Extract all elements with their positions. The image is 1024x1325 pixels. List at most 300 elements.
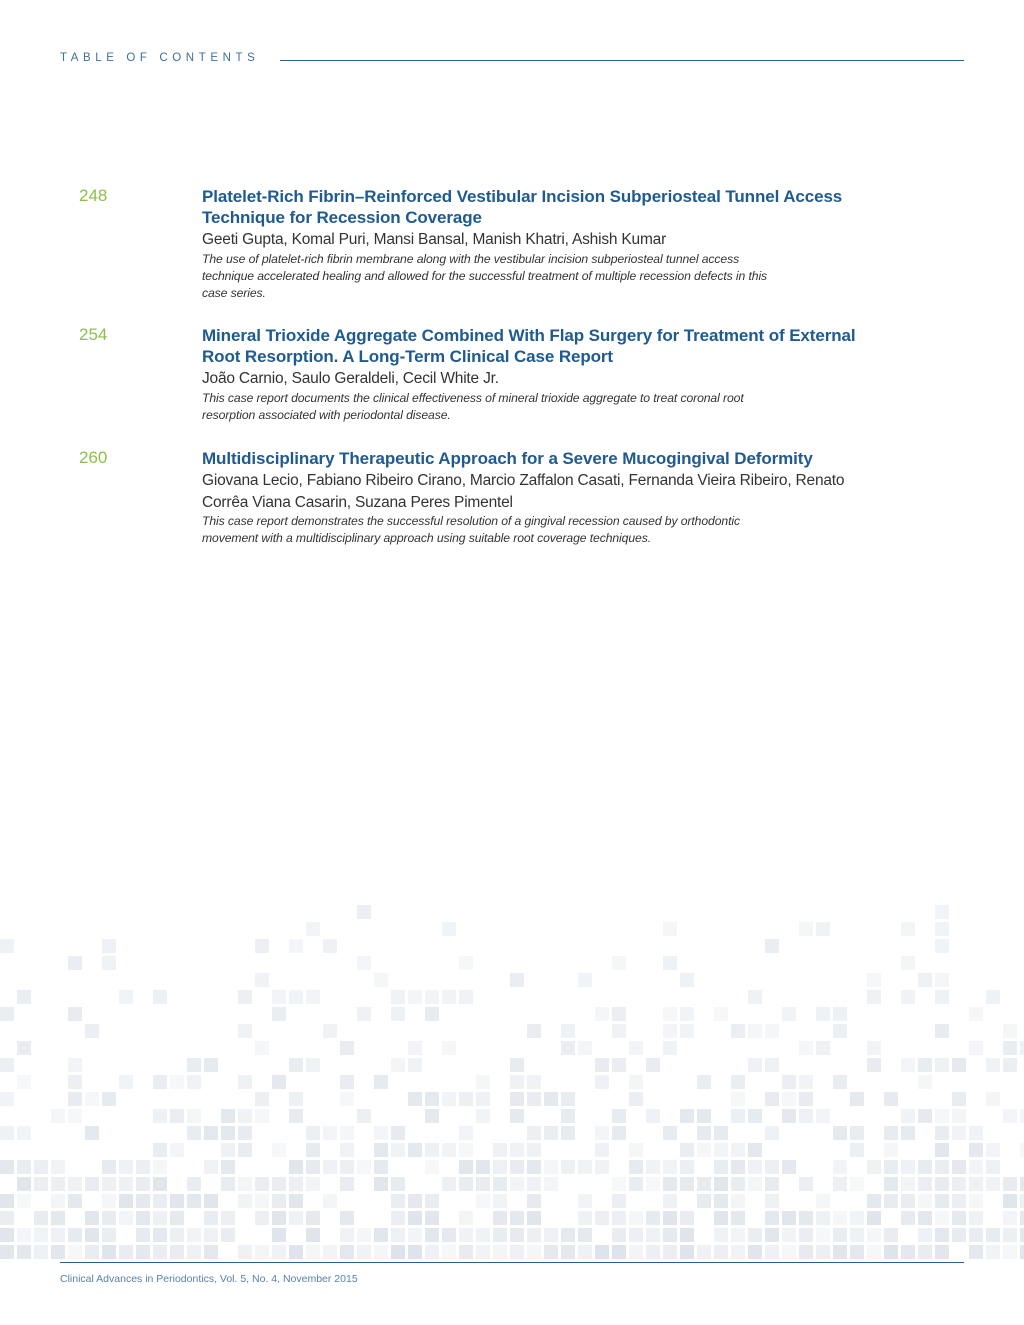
pattern-tile [425, 1245, 439, 1259]
pattern-tile [697, 1143, 711, 1157]
pattern-tile [459, 1177, 473, 1191]
pattern-tile [136, 1160, 150, 1174]
pattern-tile [748, 1058, 762, 1072]
pattern-tile [561, 1160, 575, 1174]
pattern-tile [238, 990, 252, 1004]
pattern-tile [153, 1075, 167, 1089]
pattern-tile [408, 1041, 422, 1055]
pattern-tile [340, 1211, 354, 1225]
pattern-tile [204, 1126, 218, 1140]
pattern-tile [969, 1126, 983, 1140]
pattern-tile [289, 1211, 303, 1225]
pattern-tile [510, 1109, 524, 1123]
pattern-tile [935, 1177, 949, 1191]
pattern-tile [119, 1160, 133, 1174]
pattern-tile [612, 1109, 626, 1123]
pattern-tile [442, 1143, 456, 1157]
pattern-tile [493, 1160, 507, 1174]
pattern-tile [816, 1228, 830, 1242]
pattern-tile [799, 1041, 813, 1055]
pattern-tile [1020, 1143, 1024, 1157]
pattern-tile [425, 1143, 439, 1157]
pattern-tile [731, 1075, 745, 1089]
pattern-tile [782, 1109, 796, 1123]
pattern-tile [51, 1177, 65, 1191]
pattern-tile [153, 990, 167, 1004]
pattern-tile [323, 1126, 337, 1140]
pattern-tile [391, 1007, 405, 1021]
pattern-tile [833, 1126, 847, 1140]
pattern-tile [646, 1228, 660, 1242]
pattern-tile [187, 1058, 201, 1072]
pattern-tile [833, 1228, 847, 1242]
pattern-tile [1020, 1194, 1024, 1208]
pattern-tile [442, 1092, 456, 1106]
pattern-tile [238, 1245, 252, 1259]
pattern-tile [969, 1211, 983, 1225]
pattern-tile [17, 1245, 31, 1259]
pattern-tile [68, 1228, 82, 1242]
entry-authors: João Carnio, Saulo Geraldeli, Cecil White Jr. [202, 370, 499, 387]
pattern-tile [629, 1228, 643, 1242]
pattern-tile [527, 1092, 541, 1106]
pattern-tile [663, 1007, 677, 1021]
pattern-tile [731, 1109, 745, 1123]
pattern-tile [408, 990, 422, 1004]
pattern-tile [765, 1177, 779, 1191]
pattern-tile [578, 1041, 592, 1055]
pattern-tile [884, 1228, 898, 1242]
pattern-tile [680, 973, 694, 987]
pattern-tile [51, 1228, 65, 1242]
pattern-tile [0, 1211, 14, 1225]
entry-title[interactable]: Platelet-Rich Fibrin–Reinforced Vestibular Incision Subperiosteal Tunnel Access Technique for Recession Coverage [202, 187, 843, 227]
pattern-tile [1003, 1228, 1017, 1242]
pattern-tile [612, 1007, 626, 1021]
pattern-tile [17, 1194, 31, 1208]
pattern-tile [85, 1126, 99, 1140]
entry-body [202, 448, 862, 547]
pattern-tile [459, 1092, 473, 1106]
pattern-tile [935, 922, 949, 936]
pattern-tile [612, 1024, 626, 1038]
pattern-tile [816, 922, 830, 936]
pattern-tile [867, 973, 881, 987]
pattern-tile [969, 1143, 983, 1157]
pattern-tile [969, 1177, 983, 1191]
pattern-tile [646, 1160, 660, 1174]
pattern-tile [1020, 1245, 1024, 1259]
pattern-tile [476, 1092, 490, 1106]
pattern-tile [119, 1177, 133, 1191]
pattern-tile [629, 1075, 643, 1089]
pattern-tile [289, 990, 303, 1004]
pattern-tile [952, 1177, 966, 1191]
pattern-tile [493, 1177, 507, 1191]
pattern-tile [68, 1177, 82, 1191]
pattern-tile [85, 1245, 99, 1259]
pattern-tile [527, 1177, 541, 1191]
pattern-tile [782, 1245, 796, 1259]
entry-page-number[interactable]: 260 [79, 448, 108, 467]
pattern-tile [561, 1092, 575, 1106]
pattern-tile [646, 1177, 660, 1191]
pattern-tile [697, 1194, 711, 1208]
pattern-tile [17, 1041, 31, 1055]
pattern-tile [595, 1211, 609, 1225]
pattern-tile [476, 1075, 490, 1089]
pattern-tile [340, 1126, 354, 1140]
pattern-tile [187, 1126, 201, 1140]
pattern-tile [357, 1245, 371, 1259]
pattern-tile [561, 1024, 575, 1038]
pattern-tile [782, 1211, 796, 1225]
entry-page-number[interactable]: 248 [79, 186, 108, 205]
pattern-tile [340, 1041, 354, 1055]
pattern-tile [850, 1228, 864, 1242]
pattern-tile [680, 1177, 694, 1191]
pattern-tile [272, 1007, 286, 1021]
pattern-tile [935, 990, 949, 1004]
pattern-tile [816, 1211, 830, 1225]
pattern-tile [663, 1126, 677, 1140]
pattern-tile [918, 1228, 932, 1242]
pattern-tile [0, 1007, 14, 1021]
pattern-tile [68, 1194, 82, 1208]
pattern-tile [969, 1160, 983, 1174]
pattern-tile [595, 1126, 609, 1140]
pattern-tile [425, 1007, 439, 1021]
pattern-tile [340, 1245, 354, 1259]
pattern-tile [102, 1245, 116, 1259]
pattern-tile [714, 1007, 728, 1021]
pattern-tile [323, 1024, 337, 1038]
pattern-tile [289, 1245, 303, 1259]
pattern-tile [68, 1075, 82, 1089]
pattern-tile [918, 1075, 932, 1089]
pattern-tile [765, 939, 779, 953]
pattern-tile [986, 1177, 1000, 1191]
pattern-tile [901, 1109, 915, 1123]
pattern-tile [935, 1245, 949, 1259]
pattern-tile [510, 1211, 524, 1225]
pattern-tile [799, 1228, 813, 1242]
pattern-tile [663, 1160, 677, 1174]
pattern-tile [1003, 1211, 1017, 1225]
pattern-tile [136, 1194, 150, 1208]
pattern-tile [867, 1160, 881, 1174]
pattern-tile [374, 973, 388, 987]
pattern-tile [255, 1211, 269, 1225]
entry-title[interactable]: Mineral Trioxide Aggregate Combined With Flap Surgery for Treatment of External Root Resorption. A Long-Term Clinical Case Report [202, 326, 856, 366]
pattern-tile [187, 1075, 201, 1089]
pattern-tile [153, 1160, 167, 1174]
entry-summary: The use of platelet-rich fibrin membrane along with the vestibular incision subperiosteal tunnel access technique accelerated healing and allowed for the successful treatment of multiple recession defects in this case series. [202, 251, 768, 300]
pattern-tile [527, 1075, 541, 1089]
pattern-tile [714, 1143, 728, 1157]
pattern-tile [952, 1211, 966, 1225]
pattern-tile [646, 1109, 660, 1123]
pattern-tile [391, 1177, 405, 1191]
pattern-tile [714, 1211, 728, 1225]
pattern-tile [391, 1228, 405, 1242]
pattern-tile [238, 1194, 252, 1208]
pattern-tile [952, 1160, 966, 1174]
pattern-tile [612, 1177, 626, 1191]
pattern-tile [663, 1041, 677, 1055]
pattern-tile [935, 1160, 949, 1174]
pattern-tile [238, 1024, 252, 1038]
pattern-tile [323, 1160, 337, 1174]
pattern-tile [714, 1177, 728, 1191]
pattern-tile [527, 1211, 541, 1225]
pattern-tile [357, 1228, 371, 1242]
pattern-tile [493, 1228, 507, 1242]
pattern-tile [0, 939, 14, 953]
pattern-tile [867, 990, 881, 1004]
pattern-tile [510, 1160, 524, 1174]
pattern-tile [714, 1160, 728, 1174]
pattern-tile [680, 1228, 694, 1242]
pattern-tile [612, 956, 626, 970]
pattern-tile [204, 1160, 218, 1174]
pattern-tile [289, 1194, 303, 1208]
pattern-tile [68, 956, 82, 970]
pattern-tile [1020, 1041, 1024, 1055]
pattern-tile [799, 1177, 813, 1191]
pattern-tile [612, 1194, 626, 1208]
pattern-tile [867, 1245, 881, 1259]
pattern-tile [102, 1160, 116, 1174]
pattern-tile [901, 1058, 915, 1072]
pattern-tile [595, 1245, 609, 1259]
pattern-tile [629, 1245, 643, 1259]
pattern-tile [323, 1194, 337, 1208]
pattern-tile [748, 1143, 762, 1157]
pattern-tile [51, 1109, 65, 1123]
pattern-tile [510, 1245, 524, 1259]
pattern-tile [238, 1109, 252, 1123]
entry-title[interactable]: Multidisciplinary Therapeutic Approach for a Severe Mucogingival Deformity [202, 449, 813, 468]
pattern-tile [170, 1143, 184, 1157]
pattern-tile [153, 1245, 167, 1259]
pattern-tile [986, 1058, 1000, 1072]
pattern-tile [17, 1160, 31, 1174]
pattern-tile [204, 1245, 218, 1259]
pattern-tile [272, 990, 286, 1004]
pattern-tile [527, 1245, 541, 1259]
pattern-tile [255, 1041, 269, 1055]
pattern-tile [34, 1211, 48, 1225]
pattern-tile [272, 1245, 286, 1259]
pattern-tile [612, 1126, 626, 1140]
pattern-tile [731, 1211, 745, 1225]
pattern-tile [918, 973, 932, 987]
pattern-tile [952, 1109, 966, 1123]
pattern-tile [323, 939, 337, 953]
pattern-tile [357, 956, 371, 970]
pattern-tile [935, 905, 949, 919]
pattern-tile [306, 1245, 320, 1259]
pattern-tile [731, 1143, 745, 1157]
pattern-tile [646, 1245, 660, 1259]
pattern-tile [901, 990, 915, 1004]
pattern-tile [136, 1211, 150, 1225]
pattern-tile [867, 1041, 881, 1055]
pattern-tile [782, 1007, 796, 1021]
pattern-tile [714, 1194, 728, 1208]
pattern-tile [629, 1041, 643, 1055]
pattern-tile [476, 1228, 490, 1242]
pattern-tile [170, 1109, 184, 1123]
pattern-tile [306, 1177, 320, 1191]
pattern-tile [884, 1177, 898, 1191]
pattern-tile [646, 1211, 660, 1225]
page-header [60, 52, 964, 68]
pattern-tile [935, 1228, 949, 1242]
pattern-tile [527, 1194, 541, 1208]
entry-summary: This case report demonstrates the successful resolution of a gingival recession caused by orthodontic movement with a multidisciplinary approach using suitable root coverage techniques. [202, 514, 740, 545]
pattern-tile [187, 1177, 201, 1191]
pattern-tile [221, 1160, 235, 1174]
pattern-tile [816, 1007, 830, 1021]
pattern-tile [748, 1109, 762, 1123]
pattern-tile [442, 1041, 456, 1055]
pattern-tile [1020, 1211, 1024, 1225]
pattern-tile [255, 939, 269, 953]
pattern-tile [476, 1245, 490, 1259]
pattern-tile [697, 1126, 711, 1140]
pattern-tile [697, 1177, 711, 1191]
pattern-tile [340, 1143, 354, 1157]
pattern-tile [204, 1211, 218, 1225]
pattern-tile [34, 1228, 48, 1242]
pattern-tile [153, 1177, 167, 1191]
pattern-tile [901, 922, 915, 936]
pattern-tile [221, 1126, 235, 1140]
pattern-tile [561, 1228, 575, 1242]
pattern-tile [306, 1143, 320, 1157]
pattern-tile [68, 1092, 82, 1106]
pattern-tile [306, 1228, 320, 1242]
pattern-tile [255, 1109, 269, 1123]
pattern-tile [85, 1092, 99, 1106]
pattern-tile [170, 1075, 184, 1089]
pattern-tile [442, 1228, 456, 1242]
pattern-tile [782, 1160, 796, 1174]
pattern-tile [136, 1177, 150, 1191]
pattern-tile [306, 1211, 320, 1225]
entry-page-number[interactable]: 254 [79, 325, 108, 344]
pattern-tile [306, 1126, 320, 1140]
pattern-tile [544, 1228, 558, 1242]
pattern-tile [595, 1075, 609, 1089]
entry-summary: This case report documents the clinical effectiveness of mineral trioxide aggregate to treat coronal root resorption associated with periodontal disease. [202, 390, 744, 422]
pattern-tile [765, 1211, 779, 1225]
pattern-tile [901, 1126, 915, 1140]
pattern-tile [799, 1245, 813, 1259]
pattern-tile [799, 1211, 813, 1225]
pattern-tile [731, 1245, 745, 1259]
pattern-tile [374, 1245, 388, 1259]
pattern-tile [0, 1126, 14, 1140]
pattern-tile [119, 990, 133, 1004]
pattern-tile [153, 1143, 167, 1157]
pattern-tile [986, 1245, 1000, 1259]
pattern-tile [629, 1177, 643, 1191]
pattern-tile [867, 1058, 881, 1072]
pattern-tile [204, 1228, 218, 1242]
pattern-tile [578, 1194, 592, 1208]
pattern-tile [17, 1228, 31, 1242]
pattern-tile [68, 1058, 82, 1072]
pattern-tile [595, 1160, 609, 1174]
pattern-tile [391, 1211, 405, 1225]
pattern-tile [850, 1211, 864, 1225]
pattern-tile [340, 1177, 354, 1191]
pattern-tile [918, 1245, 932, 1259]
pattern-tile [663, 1024, 677, 1038]
pattern-tile [408, 1092, 422, 1106]
pattern-tile [442, 1177, 456, 1191]
pattern-tile [884, 1092, 898, 1106]
pattern-tile [935, 1194, 949, 1208]
pattern-tile [731, 1160, 745, 1174]
pattern-tile [561, 1109, 575, 1123]
pattern-tile [0, 1058, 14, 1072]
pattern-tile [306, 922, 320, 936]
pattern-tile [272, 1075, 286, 1089]
pattern-tile [17, 990, 31, 1004]
pattern-tile [306, 1160, 320, 1174]
pattern-tile [697, 1245, 711, 1259]
pattern-tile [561, 1245, 575, 1259]
pattern-tile [884, 1194, 898, 1208]
pattern-tile [153, 1109, 167, 1123]
pattern-tile [442, 1245, 456, 1259]
pattern-tile [1020, 1109, 1024, 1123]
pattern-tile [748, 1024, 762, 1038]
pattern-tile [918, 1211, 932, 1225]
pattern-tile [408, 1228, 422, 1242]
pattern-tile [306, 990, 320, 1004]
pattern-tile [850, 1143, 864, 1157]
pattern-tile [833, 1245, 847, 1259]
pattern-tile [765, 1194, 779, 1208]
pattern-tile [289, 1092, 303, 1106]
pattern-tile [901, 1211, 915, 1225]
pattern-tile [0, 1228, 14, 1242]
pattern-tile [595, 1058, 609, 1072]
pattern-tile [425, 1160, 439, 1174]
pattern-tile [731, 1194, 745, 1208]
pattern-tile [663, 956, 677, 970]
pattern-tile [272, 1143, 286, 1157]
pattern-tile [136, 1245, 150, 1259]
pattern-tile [238, 1126, 252, 1140]
pattern-tile [221, 1228, 235, 1242]
pattern-tile [782, 1092, 796, 1106]
pattern-tile [493, 1245, 507, 1259]
pattern-tile [272, 1211, 286, 1225]
pattern-tile [408, 1194, 422, 1208]
pattern-tile [765, 1058, 779, 1072]
pattern-tile [782, 1228, 796, 1242]
pattern-tile [391, 1058, 405, 1072]
pattern-tile [17, 1177, 31, 1191]
pattern-tile [952, 1126, 966, 1140]
pattern-tile [1020, 1228, 1024, 1242]
